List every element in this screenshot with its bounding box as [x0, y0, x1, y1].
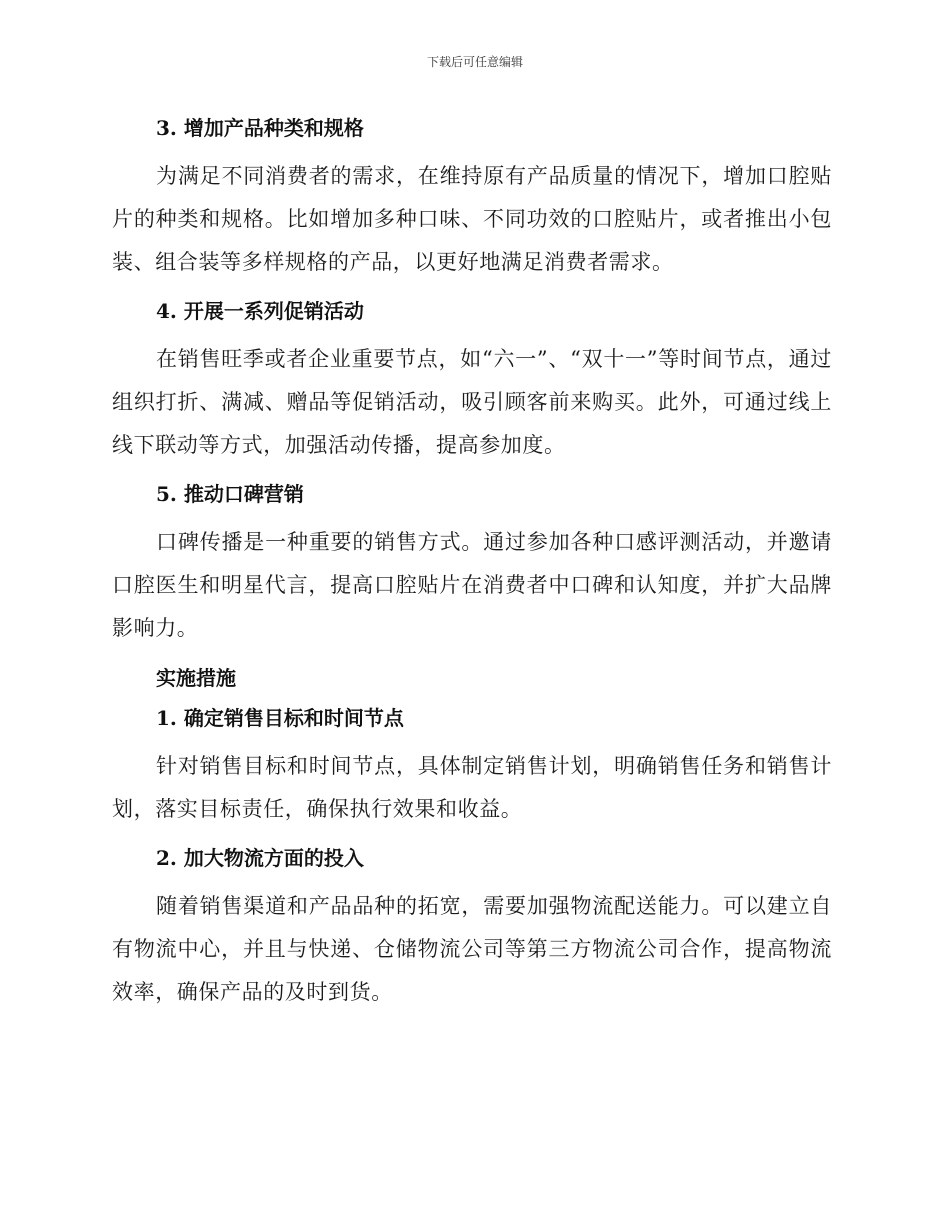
section-paragraph: 针对销售目标和时间节点，具体制定销售计划，明确销售任务和销售计划，落实目标责任，确保执行效果和收益。	[112, 754, 832, 821]
implementation-title: 实施措施	[156, 666, 236, 690]
section-heading: 2. 加大物流方面的投入	[156, 846, 364, 870]
section-paragraph: 口碑传播是一种重要的销售方式。通过参加各种口感评测活动，并邀请口腔医生和明星代言，提高口腔贴片在消费者中口碑和认知度，并扩大品牌影响力。	[112, 530, 832, 640]
section-heading: 5. 推动口碑营销	[156, 482, 304, 506]
section-paragraph: 在销售旺季或者企业重要节点，如“六一”、“双十一”等时间节点，通过组织打折、满减、赠品等促销活动，吸引顾客前来购买。此外，可通过线上线下联动等方式，加强活动传播，提高参加度。	[112, 347, 832, 457]
section-heading: 4. 开展一系列促销活动	[156, 299, 364, 323]
section-heading: 3. 增加产品种类和规格	[156, 116, 364, 140]
section-paragraph: 为满足不同消费者的需求，在维持原有产品质量的情况下，增加口腔贴片的种类和规格。比如增加多种口味、不同功效的口腔贴片，或者推出小包装、组合装等多样规格的产品，以更好地满足消费者需求。	[112, 164, 832, 274]
section-paragraph: 随着销售渠道和产品品种的拓宽，需要加强物流配送能力。可以建立自有物流中心，并且与快递、仓储物流公司等第三方物流公司合作，提高物流效率，确保产品的及时到货。	[112, 894, 832, 1004]
document-body	[112, 108, 832, 1021]
section-heading: 1. 确定销售目标和时间节点	[156, 706, 404, 730]
page-header: 下载后可任意编辑	[426, 55, 523, 69]
